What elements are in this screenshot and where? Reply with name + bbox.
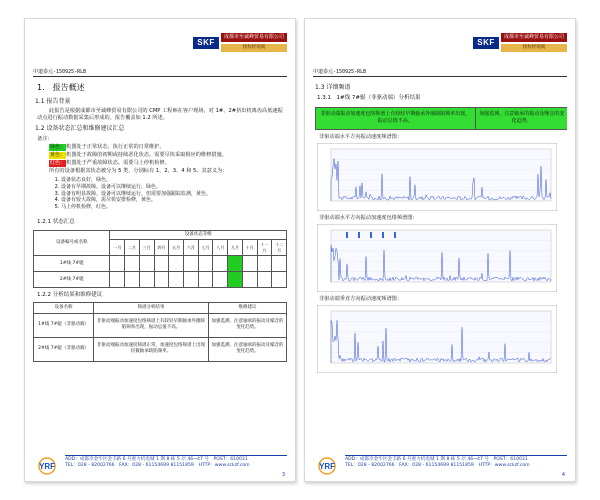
table-row <box>316 107 568 129</box>
page-footer <box>305 453 575 481</box>
month-header: 九月 <box>228 240 243 256</box>
level-item: 4. 设备有较大故障，需尽快安排检修，黄色。 <box>61 197 287 204</box>
status-cell <box>169 272 184 288</box>
status-cell <box>213 272 228 288</box>
report-page-3 <box>24 18 296 482</box>
velocity-spectrum-horizontal <box>317 143 557 211</box>
report-code: 中道泰元-150925-RLB <box>313 69 367 75</box>
summary-advice: 加强监测，注意轴承的振动及噪音的变化趋势。 <box>475 107 567 129</box>
device-cell: 1#线 7#辊（非驱动端） <box>34 313 94 337</box>
col-header: 设备名称 <box>34 302 94 313</box>
level-item: 3. 设备有明显故障。设备可以继续运行，但需要加强跟踪监测，黄色。 <box>61 191 287 198</box>
status-cell <box>272 256 287 272</box>
month-header: 十二月 <box>272 240 287 256</box>
fault-marker <box>358 232 360 238</box>
legend-text: 机器处于故障的初期或持续恶化状态。需要尽快采取相应的维修措施。 <box>66 152 227 159</box>
header-divider <box>33 76 287 77</box>
footer-contact <box>345 457 567 470</box>
page-number: 3 <box>281 472 285 478</box>
dealer-logo <box>501 33 567 53</box>
status-cell <box>242 256 257 272</box>
status-cell <box>198 272 213 288</box>
level-item: 2. 设备有早期故障。设备可以继续运行，绿色。 <box>61 184 287 191</box>
status-cell <box>110 256 125 272</box>
month-header: 一月 <box>110 240 125 256</box>
plot-caption: 非驱动端垂直方向振动速度频谱图： <box>319 295 403 302</box>
month-header: 五月 <box>169 240 184 256</box>
skf-logo: SKF <box>193 37 219 49</box>
report-page-4 <box>304 18 576 482</box>
levels-intro: 所有的设备根据其状态被分为 5 类，分别标有 1、2、3、4 和 5。其意义为： <box>49 168 228 175</box>
fault-marker <box>346 232 348 238</box>
plot-caption: 非驱动端水平方向振动加速度包络频谱图： <box>319 214 418 221</box>
status-cell <box>125 256 140 272</box>
yrf-logo-icon <box>33 457 61 477</box>
col-header: 频谱分析结果 <box>94 302 209 313</box>
footer-divider <box>345 455 567 456</box>
status-cell <box>169 256 184 272</box>
footer-contact <box>65 457 287 470</box>
background-heading: 1.1 报告背景 <box>35 97 71 105</box>
status-cell <box>257 272 272 288</box>
dealer-tag: 授权经销商 <box>221 44 287 52</box>
plot-area <box>331 311 551 363</box>
status-cell <box>139 272 154 288</box>
subsection-heading: 1.3.1 1#线 7#辊（非驱动端）分析结果 <box>317 95 421 102</box>
page-header <box>305 19 575 77</box>
month-header: 八月 <box>213 240 228 256</box>
status-cell <box>272 272 287 288</box>
status-cell <box>257 256 272 272</box>
legend-red <box>49 160 287 167</box>
result-cell: 非驱动端振动加速度包络频谱上有较轻早期轴承外圈缺陷频率出现，振动总值不高。 <box>94 313 209 337</box>
level-item: 1. 设备状态良好，绿色。 <box>61 177 287 184</box>
table-row <box>34 337 287 361</box>
dealer-name: 成都市至诚峰贸易有限公司 <box>221 33 287 42</box>
fault-marker <box>370 232 372 238</box>
velocity-spectrum-vertical <box>317 305 557 373</box>
month-header: 七月 <box>198 240 213 256</box>
status-cell <box>154 256 169 272</box>
status-cell <box>213 256 228 272</box>
status-cell <box>154 272 169 288</box>
advice-cell: 加强监测，注意轴承的振动及噪音的变化趋势。 <box>209 337 287 361</box>
month-header: 二月 <box>125 240 140 256</box>
month-header: 四月 <box>154 240 169 256</box>
report-code: 中道泰元-150925-RLB <box>33 69 87 75</box>
header-divider <box>313 76 567 77</box>
status-col-header: 设备状态等级 <box>110 231 287 240</box>
month-header: 十月 <box>242 240 257 256</box>
status-cell <box>198 256 213 272</box>
status-cell-green <box>228 256 243 272</box>
status-cell <box>139 256 154 272</box>
footer-address: ADD：成都市金牛区金丰路 6 号惠力机电城 1 期 8 栋 5 层 46~47 号 POST：610031 <box>65 457 248 462</box>
legend-text: 机器处于严重故障状态。需要马上停机检修。 <box>66 160 170 167</box>
analysis-table <box>33 302 287 362</box>
status-cell <box>125 272 140 288</box>
note-label: 备注： <box>37 136 53 143</box>
svg-text:YRF: YRF <box>319 462 335 471</box>
plot-caption: 非驱动端水平方向振动速度频谱图： <box>319 133 403 140</box>
svg-text:YRF: YRF <box>39 462 55 471</box>
page-body <box>313 81 567 451</box>
advice-cell: 加强监测，注意轴承的振动及噪音的变化趋势。 <box>209 313 287 337</box>
legend-yellow <box>49 152 287 159</box>
table-row <box>34 256 287 272</box>
fault-marker <box>394 232 396 238</box>
status-cell <box>242 272 257 288</box>
status-cell <box>110 272 125 288</box>
month-header: 六月 <box>184 240 199 256</box>
dealer-tag: 授权经销商 <box>501 44 567 52</box>
plot-area <box>331 149 551 201</box>
device-name: 2#线 7#辊 <box>34 272 110 288</box>
status-cell <box>184 256 199 272</box>
device-name: 1#线 7#辊 <box>34 256 110 272</box>
footer-address: ADD：成都市金牛区金丰路 6 号惠力机电城 1 期 8 栋 5 层 46~47 号 POST：610031 <box>345 457 528 462</box>
table-row <box>34 313 287 337</box>
footer-phone: TEL：028 - 82002766 FAX：028 - 61154699 81151859 HTTP：www.sckzf.com <box>65 463 250 469</box>
analysis-heading: 1.2.2 分析结果和维修建议 <box>37 292 103 299</box>
page-body <box>33 81 287 451</box>
envelope-spectrum-horizontal <box>317 224 557 292</box>
month-header: 三月 <box>139 240 154 256</box>
status-cell <box>184 272 199 288</box>
status-heading: 1.2 设备状态汇总和维修建议汇总 <box>35 124 125 132</box>
section-title: 1. 报告概述 <box>37 83 85 92</box>
background-text: 此报告是根据成都市至诚峰贸易有限公司的 CMP 工程师在客户现场，对 1#、2#挤出机离齿高低速振动点进行振动数据采集后形成的。报告覆盖如 1.2 所述。 <box>37 107 283 121</box>
result-cell: 非驱动端振动加速度频谱正常，加速度包络频谱上出现轻微轴承缺陷频率。 <box>94 337 209 361</box>
page-number: 4 <box>561 472 565 478</box>
page-header <box>25 19 295 77</box>
level-item: 5. 马上停机检修，红色。 <box>61 204 287 211</box>
fault-marker <box>382 232 384 238</box>
device-cell: 2#线 7#辊（非驱动端） <box>34 337 94 361</box>
status-summary-heading: 1.2.1 状态汇总 <box>37 218 75 225</box>
table-row <box>34 272 287 288</box>
summary-result: 非驱动端振动加速度包络频谱上有较轻早期轴承外圈缺陷频率出现，振动总值不高。 <box>316 107 476 129</box>
legend-text: 机器处于正常状态，执行正常的日常维护。 <box>66 144 165 151</box>
month-header: 十一月 <box>257 240 272 256</box>
footer-phone: TEL：028 - 82002766 FAX：028 - 61154699 81151859 HTTP：www.sckzf.com <box>345 463 530 469</box>
dealer-name: 成都市至诚峰贸易有限公司 <box>501 33 567 42</box>
red-swatch: 红色： <box>50 160 66 167</box>
footer-divider <box>65 455 287 456</box>
summary-table <box>315 107 567 130</box>
dealer-logo <box>221 33 287 53</box>
section-heading: 1.3 详细频谱 <box>315 84 351 91</box>
status-table <box>33 230 287 288</box>
device-col-header: 设备编号或名称 <box>34 231 110 256</box>
skf-logo: SKF <box>473 37 499 49</box>
legend-green <box>49 144 287 151</box>
page-footer <box>25 453 295 481</box>
green-swatch: 绿色： <box>50 144 66 151</box>
yellow-swatch: 黄色： <box>50 152 66 159</box>
col-header: 维修建议 <box>209 302 287 313</box>
yrf-logo-icon <box>313 457 341 477</box>
status-cell-green <box>228 272 243 288</box>
levels-list <box>61 177 287 211</box>
